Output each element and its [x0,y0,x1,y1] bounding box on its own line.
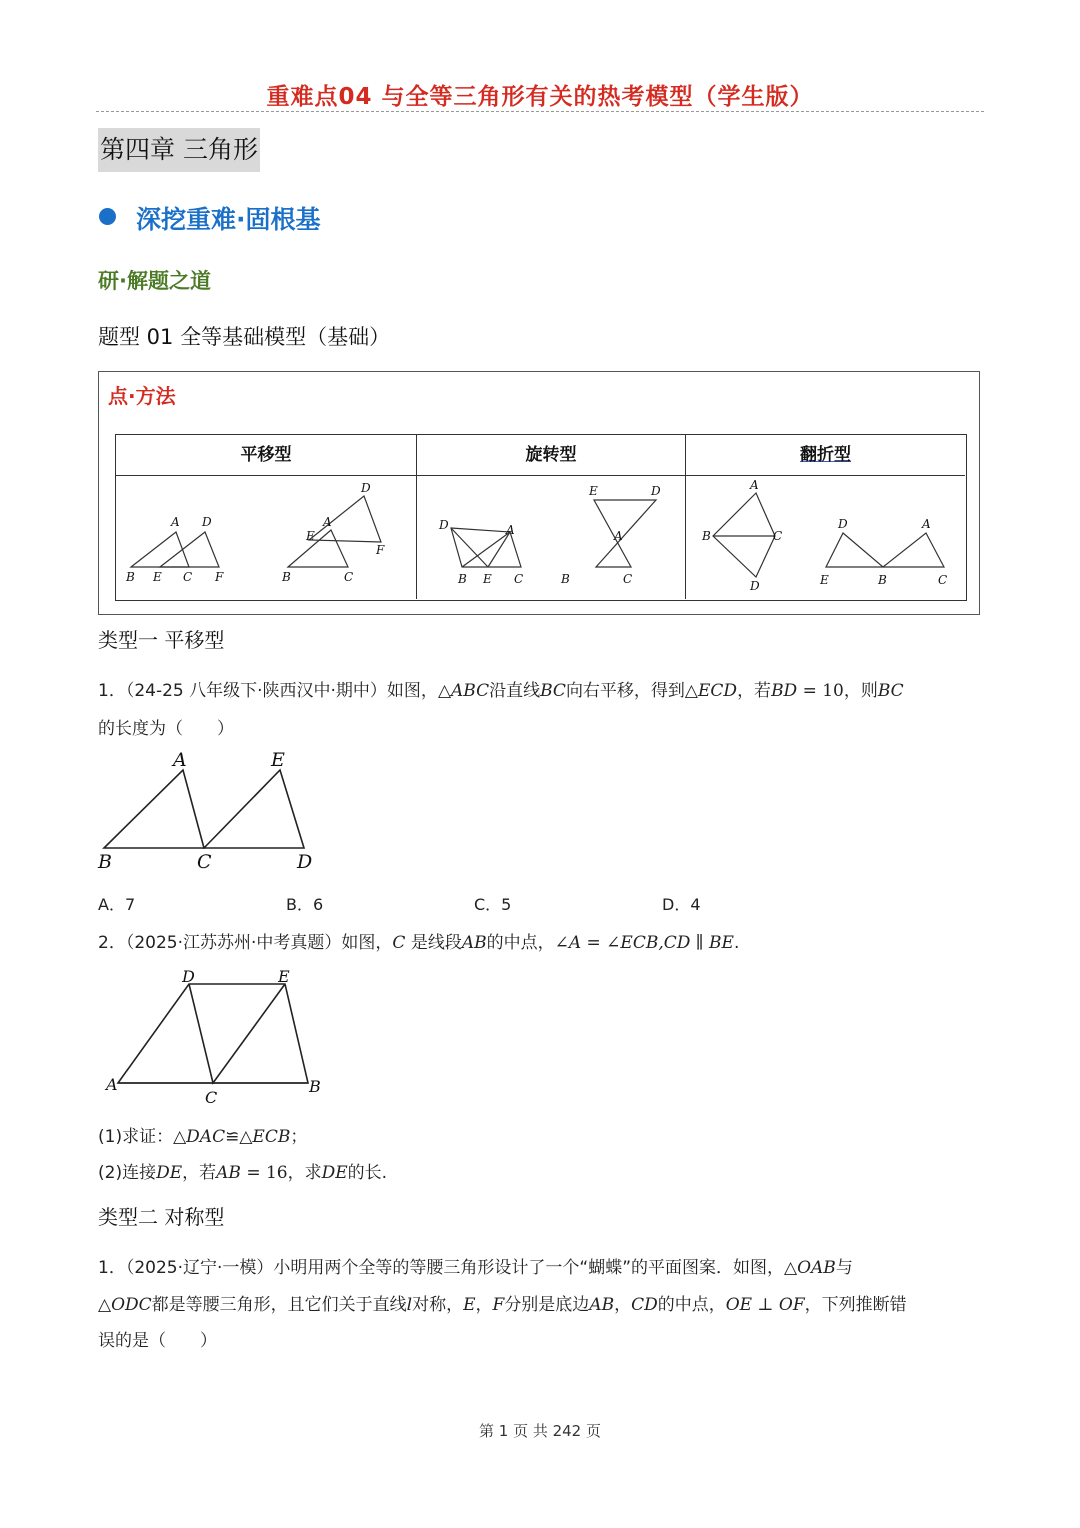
question-1-line1 [98,676,904,701]
question-text: . [733,933,740,953]
math-text: CD [631,1295,658,1315]
section-heading: 深挖重难·固根基 [136,205,321,234]
figure-label: B [98,851,112,873]
model-table [115,434,967,601]
math-text: DAC [186,1127,226,1147]
figure-triangle [288,530,348,567]
question-text: 都是等腰三角形，且它们关于直线 [151,1295,407,1315]
math-text: OE ⊥ OF [725,1295,805,1315]
figure-label: B [309,1077,321,1096]
figure-label: A [106,1075,118,1094]
math-text: AB [589,1295,615,1315]
topic-heading: 题型 01 全等基础模型（基础） [98,325,391,349]
question-2-part2 [98,1158,387,1183]
figure-label: B [458,572,467,586]
method-label: 点·方法 [108,384,176,408]
figure-label: C [514,572,524,586]
question-text: 对称， [412,1295,464,1315]
document-title: 重难点04 与全等三角形有关的热考模型（学生版） [266,84,814,110]
question-text: ， [614,1295,632,1315]
figure-label: E [589,484,598,498]
question-text: = 16，求 [240,1163,322,1183]
question-number: 2． [98,933,126,953]
figure-label: D [297,851,313,873]
header-translation-type: 平移型 [240,445,292,465]
option-a[interactable]: A．7 [98,895,136,914]
figure-label: B [561,572,570,586]
header-reflection-type: 翻折型 [800,445,851,465]
figure-label: B [878,573,887,587]
question-text: 与 [835,1258,853,1278]
question-number: 1． [98,1258,126,1278]
figure-triangle [204,770,304,848]
figure-label: E [271,749,285,771]
question-text: (1)求证：△ [98,1127,187,1147]
figure-label: E [278,967,290,986]
figure-label: D [182,967,195,986]
figure-label: F [376,543,385,557]
math-text: C [392,933,406,953]
figure-label: A [506,523,515,537]
figure-label: E [820,573,829,587]
figure-label: D [202,515,212,529]
question-text: ，若 [182,1163,217,1183]
math-text: l [406,1295,413,1315]
figure-lines [189,984,285,1083]
figure-label: A [750,478,759,492]
math-text: DE [156,1163,183,1183]
question-text: ，若 [737,681,772,701]
figure-triangle [104,770,204,848]
math-text: E [463,1295,476,1315]
figure-label: D [361,481,371,495]
question-text: 沿直线 [489,681,541,701]
type2-question-1-line1 [98,1253,853,1278]
question-text: ， [475,1295,493,1315]
figure-label: A [614,529,623,543]
model-figures [116,476,965,600]
figure-label: C [773,529,783,543]
question-text: (2)连接 [98,1163,157,1183]
figure-label: C [205,1088,218,1107]
question-1-line2: 的长度为（ ） [98,719,234,739]
question-text: 是线段 [405,933,462,953]
figure-label: A [173,749,187,771]
figure-label: D [838,517,848,531]
figure-kite [713,493,775,577]
chapter-heading: 第四章 三角形 [98,128,260,172]
figure-label: E [483,572,492,586]
figure-trapezoid [118,984,308,1083]
math-text: BC [877,681,904,701]
figure-label: C [197,851,212,873]
question-text: ，下列推断错 [804,1295,907,1315]
figure-label: C [938,573,948,587]
option-b[interactable]: B．6 [286,895,324,914]
question-number: 1． [98,681,126,701]
figure-label: A [922,517,931,531]
figure-label: B [282,570,291,584]
figure-label: D [651,484,661,498]
question-text: （2025·辽宁·一模）小明用两个全等的等腰三角形设计了一个“蝴蝶”的平面图案．如图，△ [125,1258,798,1278]
question-text: 的中点， [657,1295,726,1315]
figure-triangle [309,496,381,542]
math-text: ABC [451,681,490,701]
math-text: OAB [797,1258,836,1278]
question-2-figure [100,964,330,1108]
math-text: ODC [111,1295,152,1315]
figure-label: E [153,570,162,584]
type2-heading: 类型二 对称型 [98,1205,225,1229]
figure-label: D [750,579,760,593]
title-divider [96,111,984,112]
question-text: = 10，则 [797,681,878,701]
math-text: ECB [252,1127,291,1147]
figure-label: D [439,518,449,532]
math-text: AB [216,1163,241,1183]
math-text: BD [771,681,798,701]
option-c[interactable]: C．5 [474,895,512,914]
figure-hourglass [594,500,656,567]
math-text: F [492,1295,505,1315]
figure-label: C [623,572,633,586]
math-text: ≌△ [225,1127,253,1147]
figure-label: C [344,570,354,584]
question-1-figure [96,748,326,876]
type2-question-1-line3: 误的是（ ） [98,1331,217,1351]
figure-label: A [171,515,180,529]
figure-label: A [323,515,332,529]
header-rotation-type: 旋转型 [525,445,577,465]
question-2-line1 [98,928,739,953]
question-text: 向右平移，得到△ [565,681,699,701]
figure-double-triangle [826,533,944,567]
math-text: ∠A = ∠ECB,CD ∥ BE [554,933,734,953]
figure-label: F [215,570,224,584]
figure-label: E [306,529,315,543]
math-text: BC [540,681,566,701]
question-text: 的长. [347,1163,388,1183]
type2-question-1-line2 [98,1290,907,1315]
question-text: ； [290,1127,308,1147]
math-text: △ [98,1295,112,1315]
type1-heading: 类型一 平移型 [98,628,225,652]
figure-triangle [131,532,189,567]
page-footer: 第 1 页 共 242 页 [478,1422,601,1440]
bullet-icon [99,208,116,225]
math-text: ECD [698,681,738,701]
question-source: （24-25 八年级下·陕西汉中·期中）如图， [125,681,438,701]
question-source: （2025·江苏苏州·中考真题）如图， [125,933,393,953]
math-text: DE [321,1163,348,1183]
question-text: 的中点， [486,933,555,953]
figure-label: B [126,570,135,584]
question-text: 分别是底边 [504,1295,590,1315]
figure-label: B [702,529,711,543]
figure-label: C [183,570,193,584]
question-2-part1 [98,1122,307,1147]
math-text: △ [437,681,452,701]
math-text: AB [461,933,487,953]
option-d[interactable]: D．4 [662,895,701,914]
subsection-heading: 研·解题之道 [98,269,211,293]
